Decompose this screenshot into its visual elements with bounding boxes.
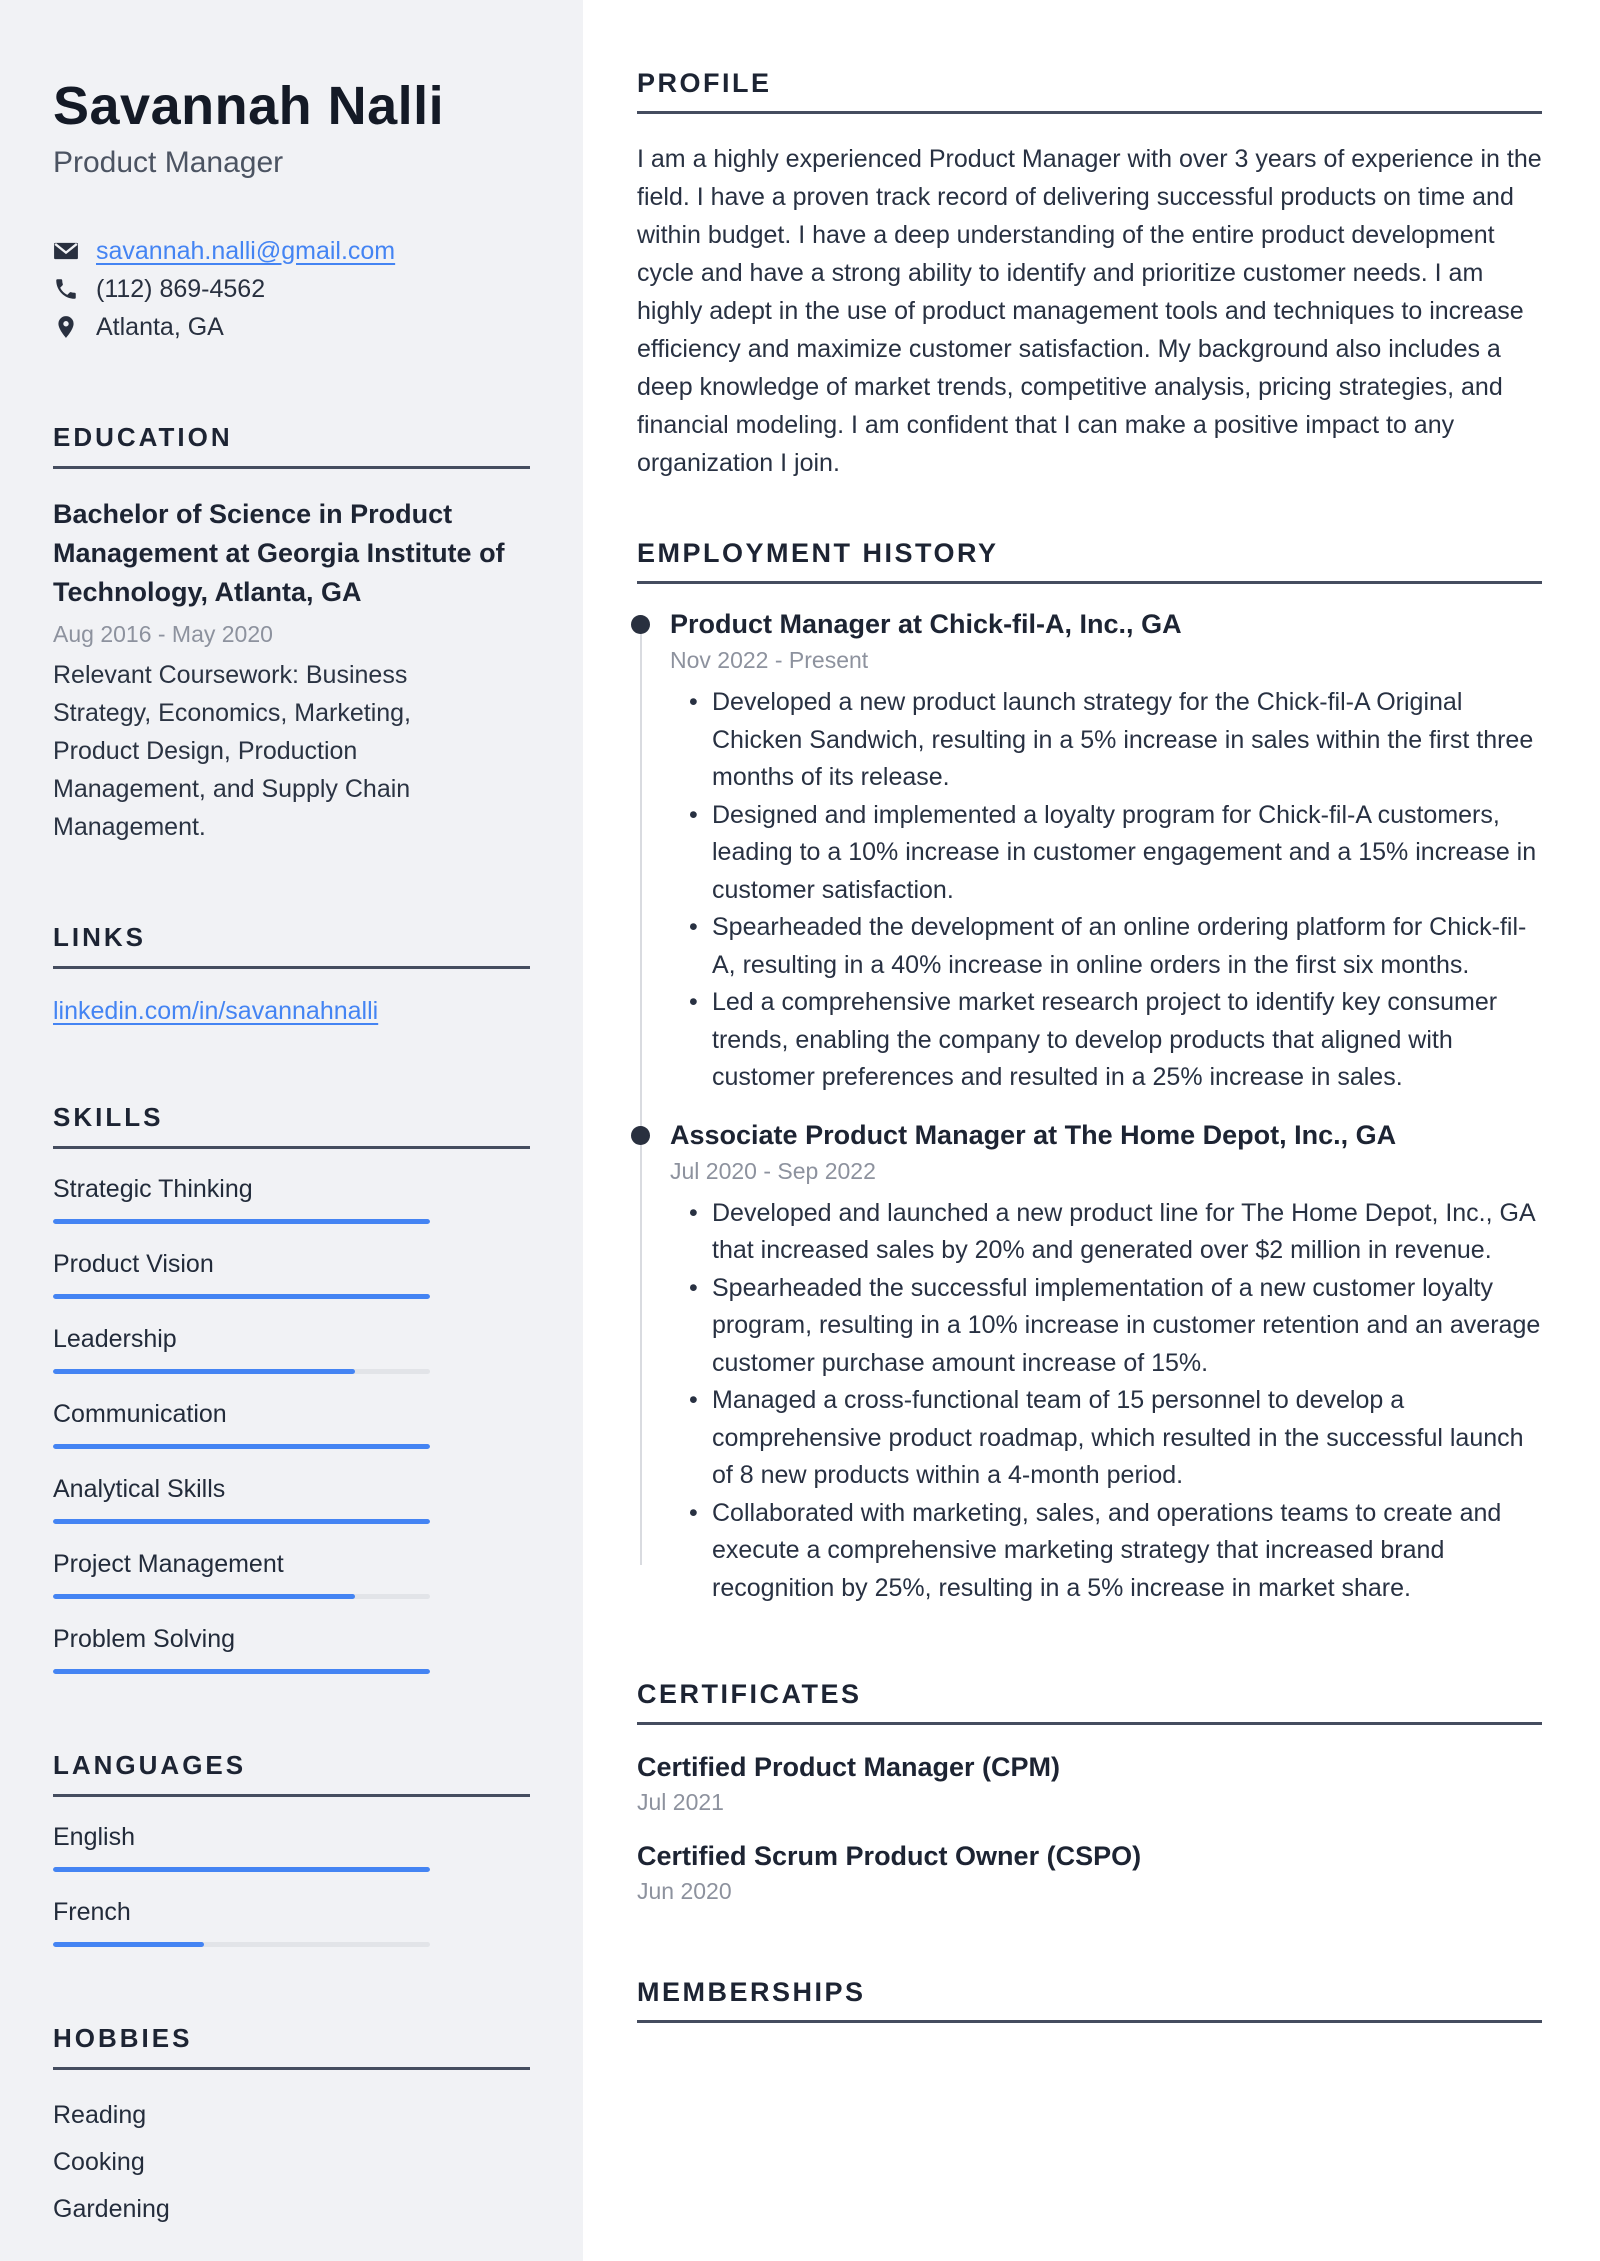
education-section xyxy=(53,422,530,846)
skill-label: Strategic Thinking xyxy=(53,1175,253,1203)
contact-phone-row xyxy=(53,270,530,308)
job-bullet: • Managed a cross-functional team of 15 personnel to develop a comprehensive product roadmap, which resulted in the successful launch of 8 new products within a 4-month period. xyxy=(712,1382,1542,1495)
skill-label: Communication xyxy=(53,1400,227,1428)
language-item xyxy=(53,1898,530,1947)
language-bar xyxy=(53,1942,430,1947)
certificate-date: Jul 2021 xyxy=(637,1789,724,1815)
memberships-heading: MEMBERSHIPS xyxy=(637,1977,1542,2023)
hobby-item: Cooking xyxy=(53,2148,145,2176)
skill-bar-fill xyxy=(53,1369,355,1374)
skill-label: Project Management xyxy=(53,1550,284,1578)
job-bullet: • Collaborated with marketing, sales, and operations teams to create and execute a comprehensive marketing strategy that increased brand recognition by 25%, resulting in a 5% increase in market share. xyxy=(712,1495,1542,1608)
location-text: Atlanta, GA xyxy=(96,312,224,341)
skills-heading: SKILLS xyxy=(53,1102,530,1149)
links-section xyxy=(53,922,530,1026)
skill-bar-fill xyxy=(53,1444,430,1449)
phone-handset-icon xyxy=(53,276,79,302)
skill-bar-fill xyxy=(53,1219,430,1224)
languages-heading: LANGUAGES xyxy=(53,1750,530,1797)
skill-bar-fill xyxy=(53,1519,430,1524)
contact-email-row xyxy=(53,232,530,270)
certificate-item xyxy=(637,1840,1542,1905)
email-link[interactable]: savannah.nalli@gmail.com xyxy=(96,236,396,265)
job-title: Associate Product Manager at The Home Depot, Inc., GA xyxy=(670,1119,1397,1150)
certificates-heading: CERTIFICATES xyxy=(637,1679,1542,1725)
skill-bar xyxy=(53,1219,430,1224)
language-bar-fill xyxy=(53,1867,430,1872)
job-dates: Nov 2022 - Present xyxy=(670,647,869,673)
envelope-icon xyxy=(53,238,79,264)
employment-section xyxy=(637,538,1542,1607)
timeline-dot-icon xyxy=(631,1126,650,1145)
skill-label: Leadership xyxy=(53,1325,177,1353)
person-job-title: Product Manager xyxy=(53,146,284,179)
employment-heading: EMPLOYMENT HISTORY xyxy=(637,538,1542,584)
skill-label: Analytical Skills xyxy=(53,1475,226,1503)
skill-bar xyxy=(53,1294,430,1299)
skill-item xyxy=(53,1175,530,1224)
job-entry xyxy=(637,1119,1542,1608)
job-title: Product Manager at Chick-fil-A, Inc., GA xyxy=(670,609,1182,639)
job-entry xyxy=(637,608,1542,1097)
certificate-item xyxy=(637,1751,1542,1816)
contact-block xyxy=(53,232,530,346)
skill-bar-fill xyxy=(53,1669,430,1674)
languages-section xyxy=(53,1750,530,1947)
skill-item xyxy=(53,1550,530,1599)
job-bullet: • Led a comprehensive market research project to identify key consumer trends, enabling the company to develop products that aligned with customer preferences and resulted in a 25% increase in sales. xyxy=(712,984,1542,1097)
skill-label: Problem Solving xyxy=(53,1625,236,1653)
timeline-dot-icon xyxy=(631,615,650,634)
map-pin-icon xyxy=(53,314,79,340)
skills-section xyxy=(53,1102,530,1674)
job-bullet-list xyxy=(670,1195,1542,1608)
hobby-item: Gardening xyxy=(53,2195,170,2223)
main-column xyxy=(637,0,1542,2023)
skill-item xyxy=(53,1475,530,1524)
job-bullet: • Designed and implemented a loyalty program for Chick-fil-A customers, leading to a 10% increase in customer engagement and a 15% increase in customer satisfaction. xyxy=(712,797,1542,910)
certificate-title: Certified Scrum Product Owner (CSPO) xyxy=(637,1841,1142,1871)
skill-bar xyxy=(53,1594,430,1599)
job-bullet: • Developed and launched a new product line for The Home Depot, Inc., GA that increased sales by 20% and generated over $2 million in revenue. xyxy=(712,1195,1542,1270)
linkedin-link[interactable]: linkedin.com/in/savannahnalli xyxy=(53,997,379,1025)
skill-bar xyxy=(53,1369,430,1374)
job-bullet-list xyxy=(670,684,1542,1097)
hobby-item: Reading xyxy=(53,2101,147,2129)
employment-entries xyxy=(637,608,1542,1607)
skill-label: Product Vision xyxy=(53,1250,214,1278)
profile-text: I am a highly experienced Product Manager with over 3 years of experience in the field. I have a proven track record of delivering successful products on time and within budget. I have a deep understanding of the entire product development cycle and have a strong ability to identify and prioritize customer needs. I am highly adept in the use of product management tools and techniques to increase efficiency and maximize customer satisfaction. My background also includes a deep knowledge of market trends, competitive analysis, pricing strategies, and financial modeling. I am confident that I can make a positive impact to any organization I join. xyxy=(637,145,1542,477)
skill-bar-fill xyxy=(53,1594,355,1599)
certificates-section xyxy=(637,1679,1542,1905)
skill-bar-fill xyxy=(53,1294,430,1299)
skill-item xyxy=(53,1325,530,1374)
skill-bar xyxy=(53,1444,430,1449)
language-label: French xyxy=(53,1898,131,1926)
skill-item xyxy=(53,1250,530,1299)
profile-section xyxy=(637,68,1542,482)
language-label: English xyxy=(53,1823,135,1851)
skill-bar xyxy=(53,1669,430,1674)
links-heading: LINKS xyxy=(53,922,530,969)
job-bullet: • Spearheaded the development of an online ordering platform for Chick-fil-A, resulting in a 40% increase in online orders in the first six months. xyxy=(712,909,1542,984)
job-bullet: • Spearheaded the successful implementation of a new customer loyalty program, resulting in a 10% increase in customer retention and an average customer purchase amount increase of 15%. xyxy=(712,1270,1542,1383)
person-name: Savannah Nalli xyxy=(53,76,445,136)
hobbies-heading: HOBBIES xyxy=(53,2023,530,2070)
language-item xyxy=(53,1823,530,1872)
education-dates: Aug 2016 - May 2020 xyxy=(53,621,273,647)
language-bar xyxy=(53,1867,430,1872)
education-heading: EDUCATION xyxy=(53,422,530,469)
certificate-date: Jun 2020 xyxy=(637,1878,732,1904)
phone-number: (112) 869-4562 xyxy=(96,274,266,303)
job-dates: Jul 2020 - Sep 2022 xyxy=(670,1157,876,1184)
skill-item xyxy=(53,1625,530,1674)
language-bar-fill xyxy=(53,1942,204,1947)
memberships-section xyxy=(637,1977,1542,2023)
skill-item xyxy=(53,1400,530,1449)
education-degree: Bachelor of Science in Product Management at Georgia Institute of Technology, Atlanta, GA xyxy=(53,499,505,607)
hobbies-section xyxy=(53,2023,530,2233)
certificate-title: Certified Product Manager (CPM) xyxy=(637,1752,1061,1782)
skill-bar xyxy=(53,1519,430,1524)
job-bullet: • Developed a new product launch strategy for the Chick-fil-A Original Chicken Sandwich, resulting in a 5% increase in sales within the first three months of its release. xyxy=(712,684,1542,797)
profile-heading: PROFILE xyxy=(637,68,1542,114)
sidebar xyxy=(0,0,583,2261)
contact-location-row xyxy=(53,308,530,346)
education-description: Relevant Coursework: Business Strategy, Economics, Marketing, Product Design, Production Management, and Supply Chain Management. xyxy=(53,661,412,841)
